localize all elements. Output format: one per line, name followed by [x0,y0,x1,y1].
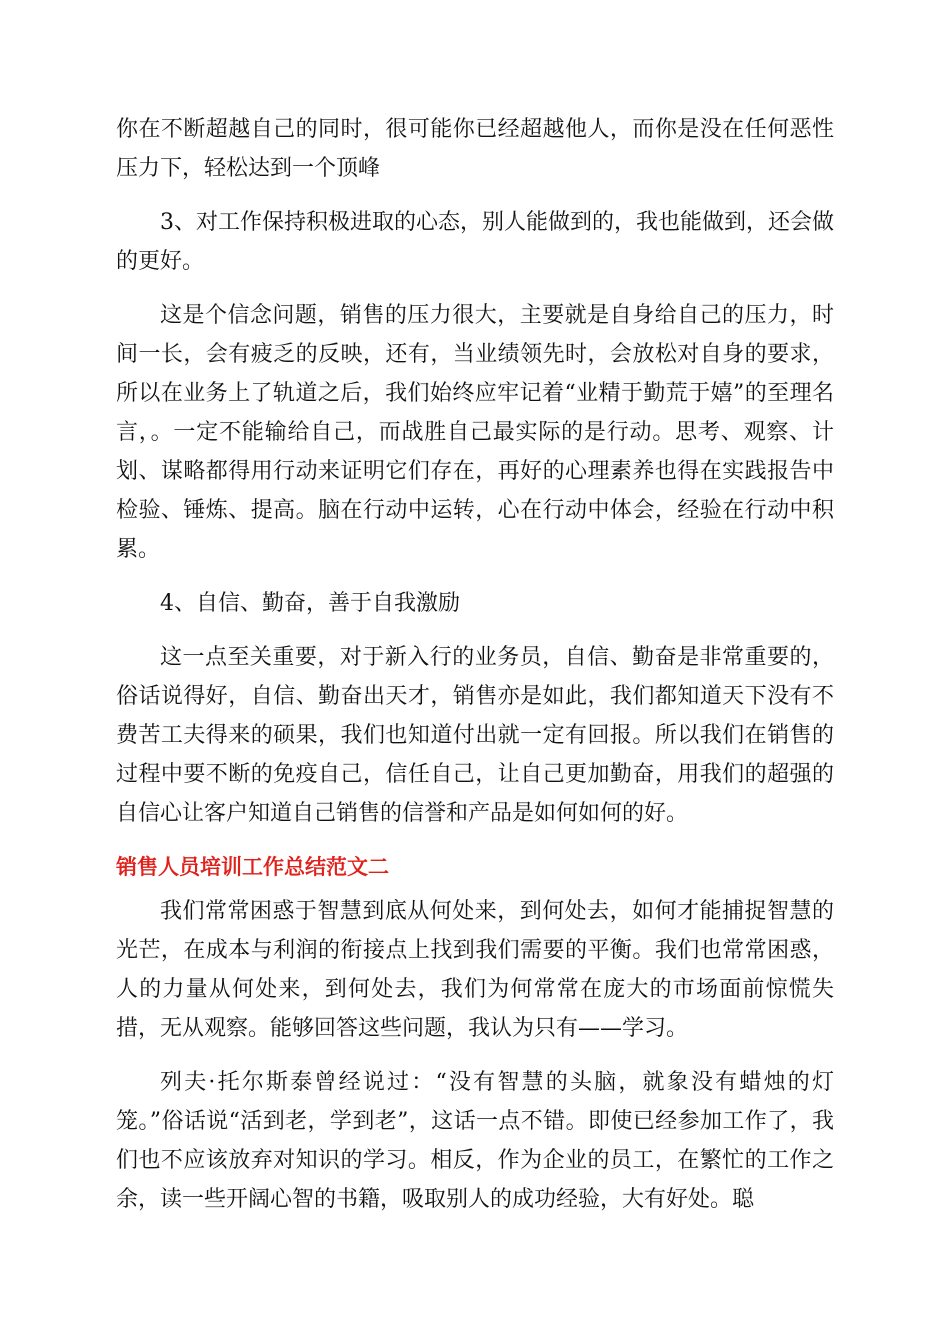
paragraph-tolstoy: 列夫·托尔斯泰曾经说过：“没有智慧的头脑，就象没有蜡烛的灯笼。”俗话说“活到老，学到老”，这话一点不错。即使已经参加工作了，我们也不应该放弃对知识的学习。相反，作为企业的员工，在繁忙的工作之余，读一些开阔心智的书籍，吸取别人的成功经验，大有好处。聪 [116,1070,834,1212]
section-title: 销售人员培训工作总结范文二 [116,855,389,879]
paragraph-point-3: 3、对工作保持积极进取的心态，别人能做到的，我也能做到，还会做的更好。 [116,210,834,274]
document-body [116,110,834,1234]
paragraph-confidence: 这一点至关重要，对于新入行的业务员，自信、勤奋是非常重要的，俗话说得好，自信、勤奋出天才，销售亦是如此，我们都知道天下没有不费苦工夫得来的硕果，我们也知道付出就一定有回报。所以我们在销售的过程中要不断的免疫自己，信任自己，让自己更加勤奋，用我们的超强的自信心让客户知道自己销售的信誉和产品是如何如何的好。 [116,645,834,826]
paragraph-wisdom: 我们常常困惑于智慧到底从何处来，到何处去，如何才能捕捉智慧的光芒，在成本与利润的衔接点上找到我们需要的平衡。我们也常常困惑，人的力量从何处来，到何处去，我们为何常常在庞大的市场面前惊慌失措，无从观察。能够回答这些问题，我认为只有——学习。 [116,899,834,1041]
paragraph-continued: 你在不断超越自己的同时，很可能你已经超越他人，而你是没在任何恶性压力下，轻松达到一个顶峰 [116,117,834,181]
paragraph-belief: 这是个信念问题，销售的压力很大，主要就是自身给自己的压力，时间一长，会有疲乏的反映，还有，当业绩领先时，会放松对自身的要求，所以在业务上了轨道之后，我们始终应牢记着“业精于勤荒于嬉”的至理名言，。一定不能输给自己，而战胜自己最实际的是行动。思考、观察、计划、谋略都得用行动来证明它们存在，再好的心理素养也得在实践报告中检验、锤炼、提高。脑在行动中运转，心在行动中体会，经验在行动中积累。 [116,303,834,562]
paragraph-point-4: 4、自信、勤奋，善于自我激励 [160,591,460,616]
